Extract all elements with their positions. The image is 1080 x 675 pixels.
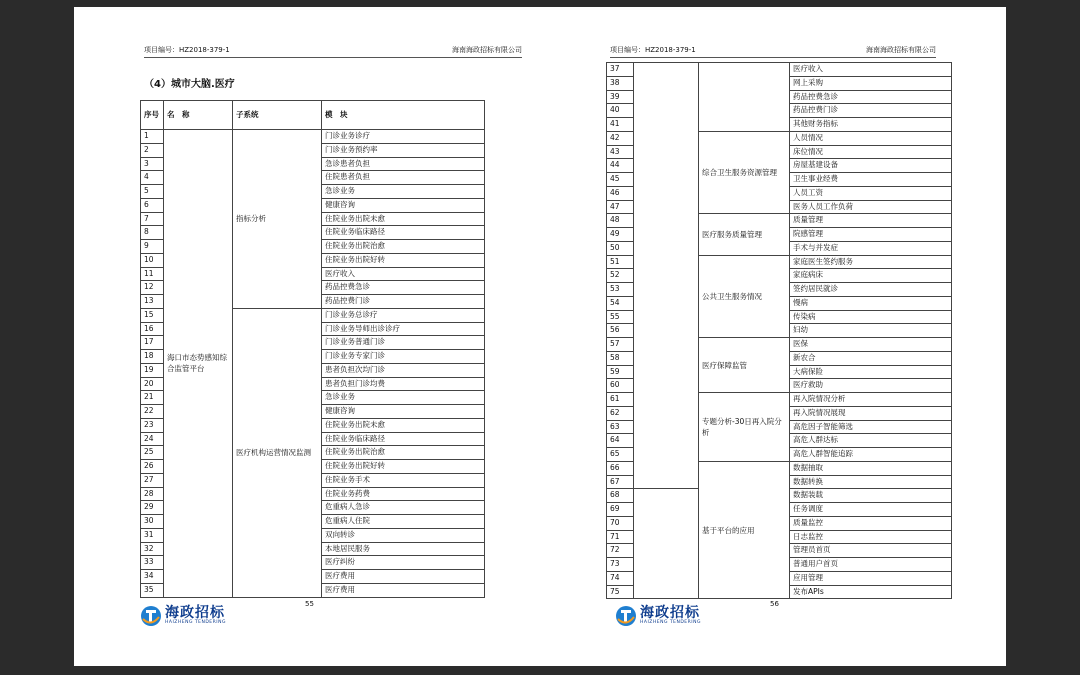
subsystem-cell: 基于平台的应用 (699, 461, 790, 599)
subsystem-cell: 公共卫生服务情况 (699, 255, 790, 338)
row-seq: 12 (141, 281, 164, 295)
row-seq: 33 (141, 556, 164, 570)
module-cell: 住院业务出院未愈 (322, 212, 485, 226)
subsystem-cell: 指标分析 (233, 130, 322, 309)
project-id: 项目编号：HZ2018-379-1 (144, 46, 230, 54)
module-cell: 医疗救助 (790, 379, 952, 393)
module-cell: 急诊业务 (322, 185, 485, 199)
row-seq: 71 (607, 530, 634, 544)
row-seq: 15 (141, 308, 164, 322)
module-cell: 卫生事业经费 (790, 173, 952, 187)
row-seq: 51 (607, 255, 634, 269)
row-seq: 7 (141, 212, 164, 226)
row-seq: 21 (141, 391, 164, 405)
module-cell: 医疗费用 (322, 570, 485, 584)
module-cell: 其他财务指标 (790, 118, 952, 132)
module-cell: 医疗纠纷 (322, 556, 485, 570)
row-seq: 61 (607, 393, 634, 407)
subsystem-cell (699, 63, 790, 132)
col-seq: 序号 (141, 101, 164, 130)
haizheng-logo-icon (615, 605, 637, 627)
module-cell: 数据转换 (790, 475, 952, 489)
module-cell: 家庭医生签约服务 (790, 255, 952, 269)
row-seq: 48 (607, 214, 634, 228)
subsystem-cell: 专题分析-30日再入院分析 (699, 393, 790, 462)
row-seq: 66 (607, 461, 634, 475)
subsystem-cell: 医疗机构运营情况监测 (233, 308, 322, 597)
document-page-56 (540, 7, 1006, 666)
company-name: 海南海政招标有限公司 (866, 46, 936, 54)
module-cell: 医疗收入 (322, 267, 485, 281)
module-cell: 大病保险 (790, 365, 952, 379)
module-cell: 医疗收入 (790, 63, 952, 77)
platform-name-cell-2 (634, 489, 699, 599)
module-cell: 高危人群达标 (790, 434, 952, 448)
module-cell: 双向转诊 (322, 528, 485, 542)
module-cell: 药品控费急诊 (790, 90, 952, 104)
module-cell: 人员工资 (790, 186, 952, 200)
row-seq: 5 (141, 185, 164, 199)
module-cell: 传染病 (790, 310, 952, 324)
haizheng-logo (140, 605, 226, 627)
row-seq: 31 (141, 528, 164, 542)
module-cell: 质量管理 (790, 214, 952, 228)
document-page-55 (74, 7, 540, 666)
row-seq: 64 (607, 434, 634, 448)
row-seq: 4 (141, 171, 164, 185)
row-seq: 59 (607, 365, 634, 379)
haizheng-logo (615, 605, 701, 627)
row-seq: 52 (607, 269, 634, 283)
row-seq: 37 (607, 63, 634, 77)
module-cell: 本地居民服务 (322, 542, 485, 556)
row-seq: 23 (141, 418, 164, 432)
module-cell: 患者负担次均门诊 (322, 363, 485, 377)
row-seq: 16 (141, 322, 164, 336)
module-cell: 门诊业务诊疗 (322, 130, 485, 144)
module-cell: 签约居民就诊 (790, 283, 952, 297)
subsystem-cell: 综合卫生服务资源管理 (699, 131, 790, 214)
row-seq: 34 (141, 570, 164, 584)
module-cell: 医保 (790, 338, 952, 352)
module-cell: 院感管理 (790, 228, 952, 242)
module-cell: 再入院情况展现 (790, 406, 952, 420)
module-cell: 高危人群智能追踪 (790, 448, 952, 462)
module-cell: 普通用户首页 (790, 558, 952, 572)
row-seq: 69 (607, 503, 634, 517)
module-cell: 高危因子智能筛选 (790, 420, 952, 434)
module-cell: 网上采购 (790, 76, 952, 90)
module-cell: 住院业务出院治愈 (322, 446, 485, 460)
row-seq: 50 (607, 241, 634, 255)
module-cell: 数据抽取 (790, 461, 952, 475)
row-seq: 42 (607, 131, 634, 145)
row-seq: 65 (607, 448, 634, 462)
row-seq: 28 (141, 487, 164, 501)
module-cell: 住院业务出院治愈 (322, 240, 485, 254)
row-seq: 44 (607, 159, 634, 173)
logo-en: HAIZHENG TENDERING (165, 620, 226, 625)
col-module: 模 块 (322, 101, 485, 130)
row-seq: 74 (607, 571, 634, 585)
row-seq: 26 (141, 460, 164, 474)
row-seq: 60 (607, 379, 634, 393)
module-cell: 门诊业务导师出诊诊疗 (322, 322, 485, 336)
module-cell: 住院业务临床路径 (322, 432, 485, 446)
row-seq: 40 (607, 104, 634, 118)
module-cell: 危重病人住院 (322, 515, 485, 529)
module-cell: 住院业务临床路径 (322, 226, 485, 240)
module-cell: 危重病人急诊 (322, 501, 485, 515)
row-seq: 68 (607, 489, 634, 503)
row-seq: 63 (607, 420, 634, 434)
row-seq: 49 (607, 228, 634, 242)
row-seq: 13 (141, 295, 164, 309)
row-seq: 11 (141, 267, 164, 281)
row-seq: 46 (607, 186, 634, 200)
row-seq: 10 (141, 253, 164, 267)
page-header (610, 45, 936, 58)
platform-name-cell (634, 63, 699, 489)
module-cell: 家庭病床 (790, 269, 952, 283)
module-cell: 健康咨询 (322, 405, 485, 419)
row-seq: 58 (607, 351, 634, 365)
module-cell: 任务调度 (790, 503, 952, 517)
module-cell: 急诊患者负担 (322, 157, 485, 171)
row-seq: 57 (607, 338, 634, 352)
row-seq: 70 (607, 516, 634, 530)
row-seq: 25 (141, 446, 164, 460)
row-seq: 3 (141, 157, 164, 171)
row-seq: 75 (607, 585, 634, 599)
row-seq: 24 (141, 432, 164, 446)
row-seq: 55 (607, 310, 634, 324)
module-cell: 门诊业务预约率 (322, 143, 485, 157)
module-cell: 床位情况 (790, 145, 952, 159)
module-cell: 妇幼 (790, 324, 952, 338)
row-seq: 29 (141, 501, 164, 515)
table-header-row (141, 101, 485, 130)
module-cell: 数据装载 (790, 489, 952, 503)
row-seq: 2 (141, 143, 164, 157)
row-seq: 1 (141, 130, 164, 144)
module-cell: 药品控费门诊 (790, 104, 952, 118)
row-seq: 27 (141, 473, 164, 487)
row-seq: 54 (607, 296, 634, 310)
subsystem-cell: 医疗服务质量管理 (699, 214, 790, 255)
row-seq: 53 (607, 283, 634, 297)
haizheng-logo-icon (140, 605, 162, 627)
table-row (141, 130, 485, 144)
module-cell: 再入院情况分析 (790, 393, 952, 407)
row-seq: 38 (607, 76, 634, 90)
module-cell: 日志监控 (790, 530, 952, 544)
row-seq: 72 (607, 544, 634, 558)
module-cell: 住院患者负担 (322, 171, 485, 185)
row-seq: 62 (607, 406, 634, 420)
table-row (607, 63, 952, 77)
logo-cn: 海政招标 (165, 605, 225, 621)
module-cell: 药品控费急诊 (322, 281, 485, 295)
row-seq: 18 (141, 350, 164, 364)
module-cell: 住院业务出院好转 (322, 253, 485, 267)
section-title: （4）城市大脑.医疗 (144, 79, 235, 90)
row-seq: 47 (607, 200, 634, 214)
row-seq: 43 (607, 145, 634, 159)
row-seq: 17 (141, 336, 164, 350)
module-cell: 住院业务手术 (322, 473, 485, 487)
row-seq: 35 (141, 583, 164, 597)
module-cell: 手术与并发症 (790, 241, 952, 255)
project-id: 项目编号：HZ2018-379-1 (610, 46, 696, 54)
company-name: 海南海政招标有限公司 (452, 46, 522, 54)
module-cell: 新农合 (790, 351, 952, 365)
module-cell: 门诊业务专家门诊 (322, 350, 485, 364)
logo-en: HAIZHENG TENDERING (640, 620, 701, 625)
module-cell: 住院业务药费 (322, 487, 485, 501)
module-cell: 急诊业务 (322, 391, 485, 405)
row-seq: 73 (607, 558, 634, 572)
row-seq: 41 (607, 118, 634, 132)
module-cell: 慢病 (790, 296, 952, 310)
row-seq: 32 (141, 542, 164, 556)
platform-name-cell: 海口市态势感知综合监管平台 (164, 130, 233, 598)
page-number: 55 (305, 600, 314, 608)
row-seq: 6 (141, 198, 164, 212)
module-cell: 管理员首页 (790, 544, 952, 558)
module-cell: 应用管理 (790, 571, 952, 585)
module-cell: 住院业务出院未愈 (322, 418, 485, 432)
module-table (606, 62, 952, 599)
row-seq: 8 (141, 226, 164, 240)
module-cell: 门诊业务普通门诊 (322, 336, 485, 350)
logo-cn: 海政招标 (640, 605, 700, 621)
module-cell: 质量监控 (790, 516, 952, 530)
row-seq: 67 (607, 475, 634, 489)
module-cell: 房屋基建设备 (790, 159, 952, 173)
subsystem-cell: 医疗保障监管 (699, 338, 790, 393)
page-number: 56 (770, 600, 779, 608)
module-cell: 医疗费用 (322, 583, 485, 597)
row-seq: 56 (607, 324, 634, 338)
module-cell: 药品控费门诊 (322, 295, 485, 309)
module-cell: 患者负担门诊均费 (322, 377, 485, 391)
module-cell: 门诊业务总诊疗 (322, 308, 485, 322)
module-cell: 住院业务出院好转 (322, 460, 485, 474)
col-name: 名 称 (164, 101, 233, 130)
module-cell: 健康咨询 (322, 198, 485, 212)
module-cell: 医务人员工作负荷 (790, 200, 952, 214)
row-seq: 22 (141, 405, 164, 419)
row-seq: 19 (141, 363, 164, 377)
module-cell: 人员情况 (790, 131, 952, 145)
row-seq: 39 (607, 90, 634, 104)
module-cell: 发布APIs (790, 585, 952, 599)
row-seq: 9 (141, 240, 164, 254)
col-subsystem: 子系统 (233, 101, 322, 130)
row-seq: 20 (141, 377, 164, 391)
row-seq: 45 (607, 173, 634, 187)
page-header (144, 45, 522, 58)
row-seq: 30 (141, 515, 164, 529)
module-table (140, 100, 485, 598)
